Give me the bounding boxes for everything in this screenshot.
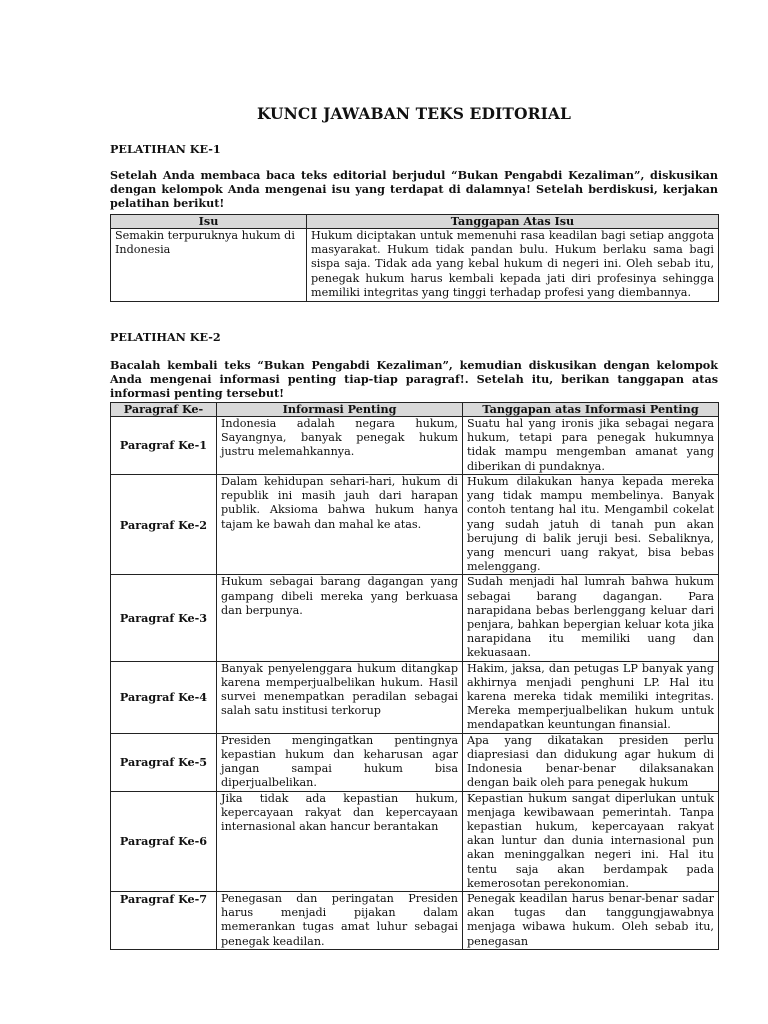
cell-paragraf: Paragraf Ke-4 — [111, 661, 217, 733]
table-row — [111, 575, 719, 661]
table-row — [111, 791, 719, 891]
cell-informasi: Dalam kehidupan sehari-hari, hukum di republik ini masih jauh dari harapan publik. Aksioma bahwa hukum hanya tajam ke bawah dan mahal ke atas. — [217, 475, 463, 575]
cell-paragraf: Paragraf Ke-1 — [111, 417, 217, 475]
cell-informasi: Indonesia adalah negara hukum, Sayangnya, banyak penegak hukum justru melemahkannya. — [217, 417, 463, 475]
cell-informasi: Presiden mengingatkan pentingnya kepastian hukum dan keharusan agar jangan sampai hukum bisa diperjualbelikan. — [217, 733, 463, 791]
section-heading-latihan-1: PELATIHAN KE-1 — [110, 142, 221, 156]
cell-informasi: Jika tidak ada kepastian hukum, kepercayaan rakyat dan kepercayaan internasional akan hancur berantakan — [217, 791, 463, 891]
instruction-latihan-2: Bacalah kembali teks “Bukan Pengabdi Kezaliman”, kemudian diskusikan dengan kelompok Anda mengenai informasi penting tiap-tiap paragraf!. Setelah itu, berikan tanggapan atas informasi penting tersebut! — [110, 358, 718, 401]
cell-paragraf: Paragraf Ke-7 — [111, 892, 217, 950]
column-header-tanggapan: Tanggapan atas Informasi Penting — [463, 403, 719, 417]
section-heading-latihan-2: PELATIHAN KE-2 — [110, 330, 221, 344]
table-row — [111, 733, 719, 791]
cell-paragraf: Paragraf Ke-5 — [111, 733, 217, 791]
cell-informasi: Banyak penyelenggara hukum ditangkap karena memperjualbelikan hukum. Hasil survei menempatkan peradilan sebagai salah satu institusi terkorup — [217, 661, 463, 733]
cell-paragraf: Paragraf Ke-3 — [111, 575, 217, 661]
table-header-row — [111, 215, 719, 229]
cell-paragraf: Paragraf Ke-6 — [111, 791, 217, 891]
cell-paragraf: Paragraf Ke-2 — [111, 475, 217, 575]
document-title: KUNCI JAWABAN TEKS EDITORIAL — [256, 104, 572, 123]
table-header-row — [111, 403, 719, 417]
cell-tanggapan: Sudah menjadi hal lumrah bahwa hukum sebagai barang dagangan. Para narapidana bebas berlenggang keluar dari penjara, bahkan bepergian keluar kota jika narapidana itu memiliki uang dan kekuasaan. — [463, 575, 719, 661]
cell-tanggapan: Hakim, jaksa, dan petugas LP banyak yang akhirnya menjadi penghuni LP. Hal itu karena mereka tidak memiliki integritas. Mereka memperjualbelikan hukum untuk mendapatkan keuntungan finansial. — [463, 661, 719, 733]
column-header-tanggapan: Tanggapan Atas Isu — [307, 215, 719, 229]
cell-tanggapan: Hukum dilakukan hanya kepada mereka yang tidak mampu membelinya. Banyak contoh tentang hal itu. Mengambil cokelat yang sudah jatuh di tanah pun akan berujung di balik jeruji besi. Sebaliknya, yang mencuri uang rakyat, bisa bebas melenggang. — [463, 475, 719, 575]
column-header-paragraf: Paragraf Ke- — [111, 403, 217, 417]
table-row — [111, 417, 719, 475]
cell-tanggapan: Hukum diciptakan untuk memenuhi rasa keadilan bagi setiap anggota masyarakat. Hukum tidak pandan bulu. Hukum berlaku sama bagi sispa saja. Tidak ada yang kebal hukum di negeri ini. Oleh sebab itu, penegak hukum harus kembali kepada jati diri profesinya sehingga memiliki integritas yang tinggi terhadap profesi yang diembannya. — [307, 229, 719, 302]
column-header-informasi: Informasi Penting — [217, 403, 463, 417]
cell-tanggapan: Apa yang dikatakan presiden perlu diapresiasi dan didukung agar hukum di Indonesia benar-benar dilaksanakan dengan baik oleh para penegak hukum — [463, 733, 719, 791]
cell-tanggapan: Penegak keadilan harus benar-benar sadar akan tugas dan tanggungjawabnya menjaga wibawa hukum. Oleh sebab itu, penegasan — [463, 892, 719, 950]
column-header-isu: Isu — [111, 215, 307, 229]
cell-tanggapan: Suatu hal yang ironis jika sebagai negara hukum, tetapi para penegak hukumnya tidak mampu mengemban amanat yang diberikan di pundaknya. — [463, 417, 719, 475]
table-latihan-1 — [110, 214, 719, 302]
cell-tanggapan: Kepastian hukum sangat diperlukan untuk menjaga kewibawaan pemerintah. Tanpa kepastian hukum, kepercayaan rakyat akan luntur dan dunia internasional pun akan meninggalkan negeri ini. Hal itu tentu saja akan berdampak pada kemerosotan perekonomian. — [463, 791, 719, 891]
table-row — [111, 892, 719, 950]
cell-informasi: Hukum sebagai barang dagangan yang gampang dibeli mereka yang berkuasa dan berpunya. — [217, 575, 463, 661]
cell-isu: Semakin terpuruknya hukum di Indonesia — [111, 229, 307, 302]
table-row — [111, 229, 719, 302]
cell-informasi: Penegasan dan peringatan Presiden harus menjadi pijakan dalam memerankan tugas amat luhur sebagai penegak keadilan. — [217, 892, 463, 950]
instruction-latihan-1: Setelah Anda membaca baca teks editorial berjudul “Bukan Pengabdi Kezaliman”, diskusikan dengan kelompok Anda mengenai isu yang terdapat di dalamnya! Setelah berdiskusi, kerjakan pelatihan berikut! — [110, 168, 718, 211]
table-row — [111, 661, 719, 733]
table-latihan-2 — [110, 402, 719, 950]
table-row — [111, 475, 719, 575]
